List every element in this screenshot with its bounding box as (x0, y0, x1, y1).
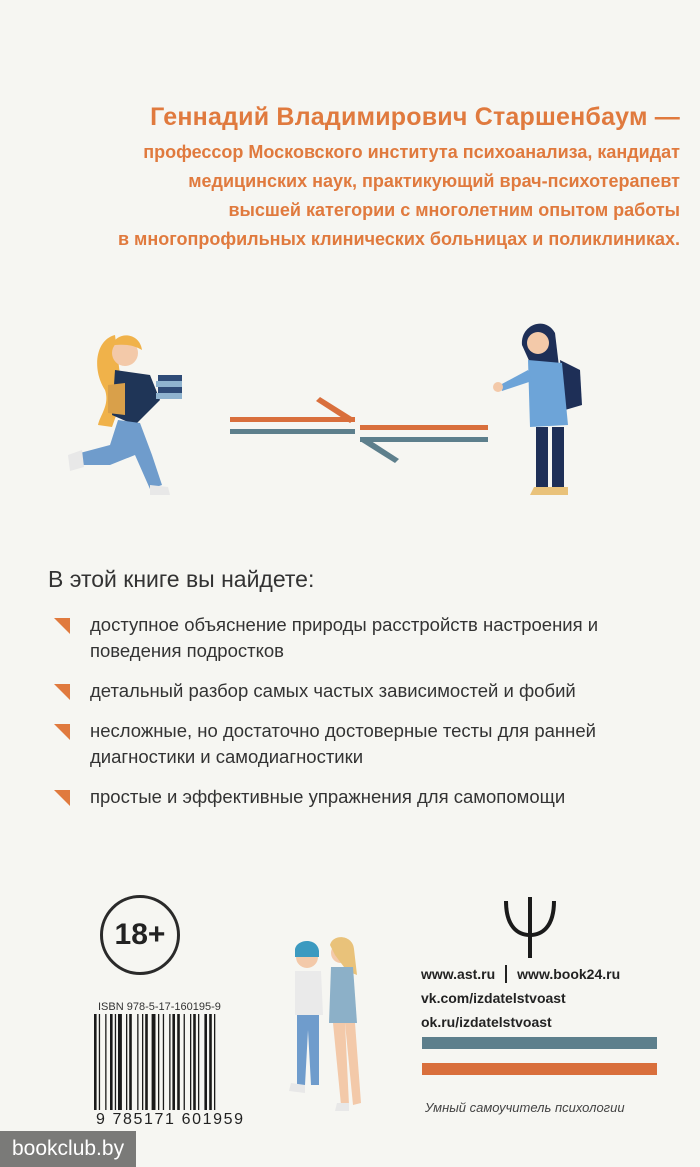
barcode-bar (142, 1014, 143, 1110)
list-item-text: детальный разбор самых частых зависимостей и фобий (90, 680, 576, 701)
bullet-triangle-icon (54, 724, 70, 740)
author-name: Геннадий Владимирович Старшенбаум — (150, 103, 680, 131)
exchange-arrows-icon (230, 397, 488, 463)
age-rating-badge: 18+ (100, 895, 180, 975)
barcode-bar (145, 1014, 148, 1110)
list-item-text: несложные, но достаточно достоверные тесты для ранней диагностики и самодиагностики (90, 720, 596, 767)
divider (505, 965, 507, 983)
barcode-bar (169, 1014, 170, 1110)
psi-logo-icon (500, 895, 560, 960)
link-ast[interactable]: www.ast.ru (421, 966, 496, 982)
barcode-bar (105, 1014, 106, 1110)
list-item-text: простые и эффективные упражнения для самопомощи (90, 786, 566, 807)
barcode-bar (110, 1014, 113, 1110)
standing-girl-illustration (493, 324, 582, 495)
barcode-bar (209, 1014, 212, 1110)
list-item (50, 718, 690, 770)
list-item (50, 612, 690, 664)
series-title: Умный самоучитель психологии (425, 1100, 625, 1115)
barcode-digits: 9 785171 601959 (96, 1111, 245, 1128)
couple-illustration (275, 935, 375, 1120)
author-bio-line: профессор Московского института психоанализа, кандидат (143, 142, 680, 162)
barcode-bar (198, 1014, 199, 1110)
barcode-bar (163, 1014, 164, 1110)
bullet-triangle-icon (54, 790, 70, 806)
link-book24[interactable]: www.book24.ru (517, 966, 621, 982)
barcode-bar (158, 1014, 159, 1110)
barcode-bar (193, 1014, 196, 1110)
barcode-bar (177, 1014, 180, 1110)
contents-list (50, 612, 690, 810)
link-vk[interactable]: vk.com/izdatelstvoast (421, 990, 566, 1006)
barcode-bar (214, 1014, 215, 1110)
author-bio-line: медицинских наук, практикующий врач-психотерапевт (188, 171, 680, 191)
list-item (50, 678, 690, 704)
barcode-bar (129, 1014, 132, 1110)
barcode-bar (126, 1014, 127, 1110)
barcode-bar (152, 1014, 156, 1110)
barcode-bar (190, 1014, 191, 1110)
list-item (50, 784, 690, 810)
barcode-bar (118, 1014, 122, 1110)
running-girl-illustration (68, 335, 182, 495)
bullet-triangle-icon (54, 684, 70, 700)
link-ok[interactable]: ok.ru/izdatelstvoast (421, 1014, 552, 1030)
watermark: bookclub.by (0, 1131, 136, 1167)
barcode-bar (204, 1014, 207, 1110)
author-bio-line: в многопрофильных клинических больницах и поликлиниках. (117, 229, 680, 249)
barcode-bar (99, 1014, 100, 1110)
author-bio-line: высшей категории с многолетним опытом работы (228, 200, 680, 220)
contents-intro: В этой книге вы найдете: (48, 566, 315, 592)
author-bio (40, 138, 680, 254)
list-item-text: доступное объяснение природы расстройств настроения и поведения подростков (90, 614, 599, 661)
barcode-bar (137, 1014, 138, 1110)
author-block (40, 100, 680, 254)
barcode (92, 1014, 262, 1110)
illustration-scene (0, 315, 700, 515)
isbn-text: ISBN 978-5-17-160195-9 (98, 1001, 221, 1013)
barcode-bar (172, 1014, 175, 1110)
barcode-bar (115, 1014, 116, 1110)
decorative-stripe-orange (422, 1063, 657, 1075)
publisher-links (421, 962, 620, 1034)
barcode-bar (184, 1014, 185, 1110)
barcode-bar (94, 1014, 97, 1110)
decorative-stripe-blue (422, 1037, 657, 1049)
bullet-triangle-icon (54, 618, 70, 634)
